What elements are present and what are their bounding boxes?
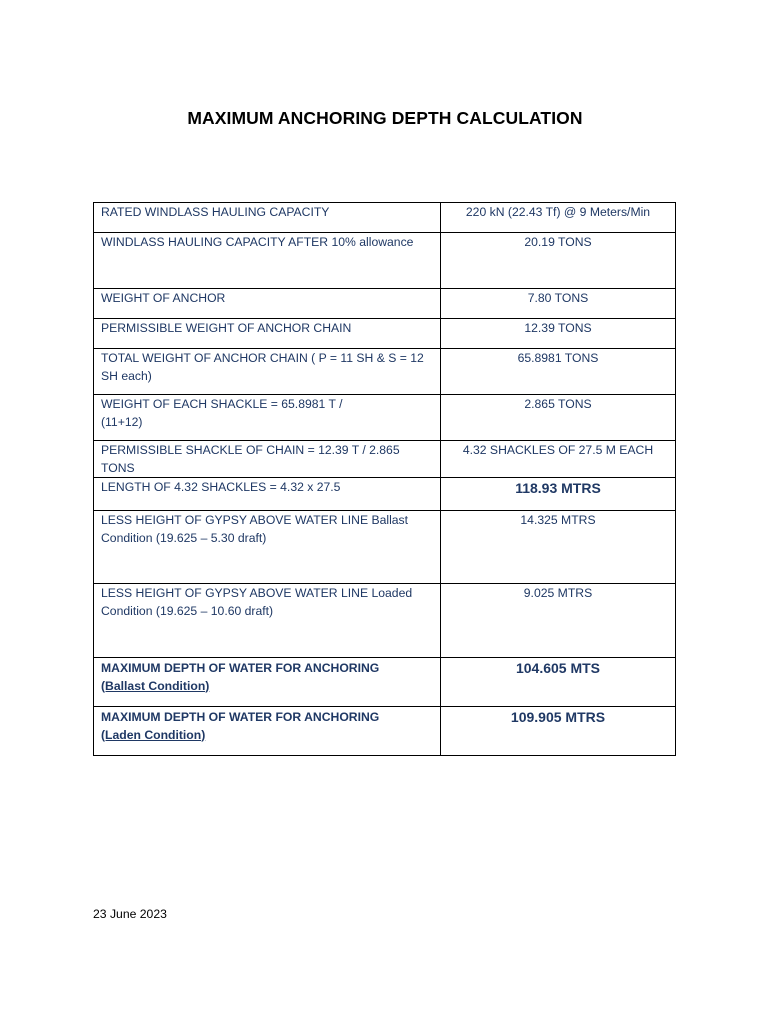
page-title: MAXIMUM ANCHORING DEPTH CALCULATION <box>187 108 583 128</box>
row-description: PERMISSIBLE WEIGHT OF ANCHOR CHAIN <box>94 319 441 349</box>
row-description: LESS HEIGHT OF GYPSY ABOVE WATER LINE Ballast Condition (19.625 – 5.30 draft) <box>94 511 441 584</box>
row-description <box>94 395 441 441</box>
table-row <box>94 289 676 319</box>
table-row <box>94 511 676 584</box>
row-description: LESS HEIGHT OF GYPSY ABOVE WATER LINE Loaded Condition (19.625 – 10.60 draft) <box>94 584 441 658</box>
row-condition-label: (Laden Condition) <box>101 727 206 742</box>
document-date: 23 June 2023 <box>93 907 167 921</box>
table-row <box>94 658 676 707</box>
row-description: WINDLASS HAULING CAPACITY AFTER 10% allowance <box>94 233 441 289</box>
row-description-line: (11+12) <box>101 414 143 429</box>
row-description-line: WEIGHT OF EACH SHACKLE = 65.8981 T / <box>101 397 343 411</box>
row-value: 2.865 TONS <box>441 395 676 441</box>
anchoring-calculation-table <box>93 202 676 756</box>
table-row <box>94 707 676 756</box>
table-row <box>94 349 676 395</box>
row-description <box>94 707 441 756</box>
table-row <box>94 584 676 658</box>
row-value: 4.32 SHACKLES OF 27.5 M EACH <box>441 441 676 478</box>
row-value: 12.39 TONS <box>441 319 676 349</box>
row-description: RATED WINDLASS HAULING CAPACITY <box>94 203 441 233</box>
table-row <box>94 441 676 478</box>
row-value: 220 kN (22.43 Tf) @ 9 Meters/Min <box>441 203 676 233</box>
table-row <box>94 233 676 289</box>
table-row <box>94 395 676 441</box>
row-description: LENGTH OF 4.32 SHACKLES = 4.32 x 27.5 <box>94 478 441 511</box>
row-condition-label: (Ballast Condition) <box>101 678 210 693</box>
row-value: 14.325 MTRS <box>441 511 676 584</box>
row-value: 104.605 MTS <box>441 658 676 707</box>
row-description: PERMISSIBLE SHACKLE OF CHAIN = 12.39 T / 2.865 TONS <box>94 441 441 478</box>
table-row <box>94 203 676 233</box>
row-value: 20.19 TONS <box>441 233 676 289</box>
row-description-line: MAXIMUM DEPTH OF WATER FOR ANCHORING <box>101 661 380 675</box>
row-description-line: MAXIMUM DEPTH OF WATER FOR ANCHORING <box>101 710 380 724</box>
row-description: WEIGHT OF ANCHOR <box>94 289 441 319</box>
row-value: 109.905 MTRS <box>441 707 676 756</box>
row-value: 9.025 MTRS <box>441 584 676 658</box>
row-description <box>94 658 441 707</box>
row-value: 7.80 TONS <box>441 289 676 319</box>
row-value: 118.93 MTRS <box>441 478 676 511</box>
row-description: TOTAL WEIGHT OF ANCHOR CHAIN ( P = 11 SH & S = 12 SH each) <box>94 349 441 395</box>
row-value: 65.8981 TONS <box>441 349 676 395</box>
table-row <box>94 478 676 511</box>
table-row <box>94 319 676 349</box>
